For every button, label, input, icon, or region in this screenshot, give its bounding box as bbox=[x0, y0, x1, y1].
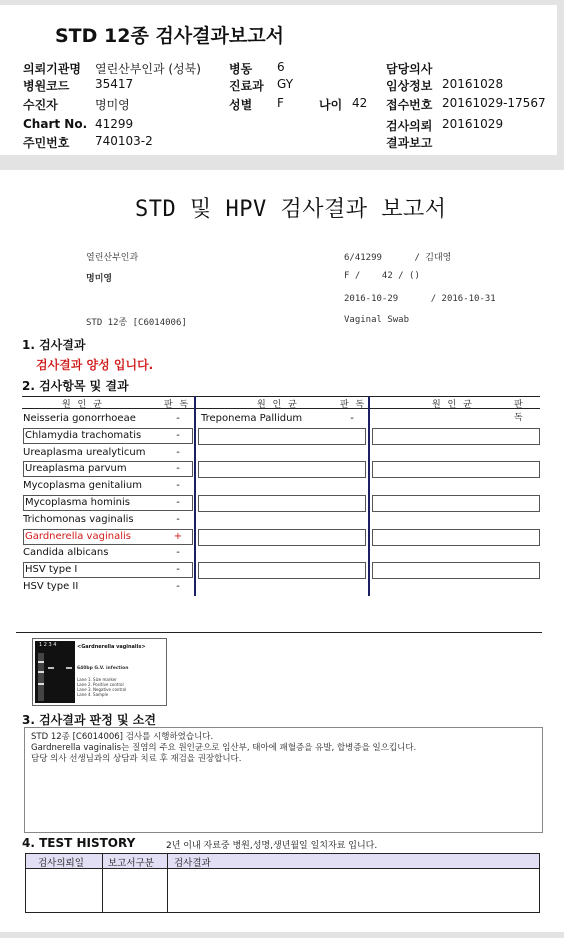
id-value: 740103-2 bbox=[95, 134, 153, 148]
divider-line bbox=[16, 632, 542, 633]
pathogen-verdict: - bbox=[176, 564, 180, 576]
gel-band bbox=[48, 667, 54, 669]
pathogen-verdict: - bbox=[176, 463, 180, 475]
pathogen-row: Ureaplasma parvum bbox=[23, 461, 193, 477]
section-findings: 3. 검사결과 판정 및 소견 bbox=[22, 713, 156, 727]
pathogen-row: Mycoplasma hominis bbox=[23, 495, 193, 511]
history-col-date: 검사의뢰일 bbox=[38, 858, 84, 869]
col-pathogen-1: 원 인 균 bbox=[62, 400, 104, 410]
sex-value: F bbox=[277, 96, 284, 110]
findings-box bbox=[24, 727, 543, 833]
report-label: 결과보고 bbox=[386, 136, 433, 150]
gel-band bbox=[38, 671, 44, 673]
history-col-type: 보고서구분 bbox=[108, 858, 154, 869]
ward-value: 6 bbox=[277, 60, 285, 74]
doctor-label: 담당의사 bbox=[386, 62, 433, 76]
pathogen-verdict: - bbox=[176, 547, 180, 559]
gel-legend-line: Lane 1. Size marker bbox=[77, 677, 117, 682]
empty-result-box bbox=[372, 495, 540, 512]
col2-item-name: Treponema Pallidum bbox=[201, 413, 303, 424]
pathogen-verdict: - bbox=[176, 446, 180, 458]
clinical-label: 임상정보 bbox=[386, 79, 433, 93]
gel-legend-line: Lane 2. Positive control bbox=[77, 682, 124, 687]
gel-band-label: 640bp G.V. infection bbox=[77, 666, 129, 671]
findings-line: 담당 의사 선생님과의 상담과 치료 후 재검을 권장합니다. bbox=[31, 754, 242, 764]
section-result: 1. 검사결과 bbox=[22, 338, 86, 352]
patient-value: 명미영 bbox=[95, 98, 130, 112]
empty-result-box bbox=[372, 461, 540, 478]
test-code: STD 12종 [C6014006] bbox=[86, 318, 187, 328]
gel-legend-line: Lane 3. Negative control bbox=[77, 687, 127, 692]
empty-result-box bbox=[372, 529, 540, 546]
section-items: 2. 검사항목 및 결과 bbox=[22, 379, 129, 393]
empty-result-box bbox=[198, 562, 366, 579]
gel-lanes bbox=[35, 641, 75, 703]
history-col-divider bbox=[102, 854, 103, 912]
report-title: STD 및 HPV 검사결과 보고서 bbox=[135, 197, 447, 222]
history-note: 2년 이내 자료중 병원,성명,생년월일 일치자료 입니다. bbox=[166, 841, 378, 851]
empty-result-box bbox=[198, 461, 366, 478]
col2-item-mark: - bbox=[350, 413, 354, 424]
empty-result-box bbox=[198, 428, 366, 445]
pathogen-verdict: - bbox=[176, 480, 180, 492]
col-pathogen-3: 원 인 균 bbox=[432, 400, 474, 410]
dept-value: GY bbox=[277, 77, 294, 91]
column-divider-1 bbox=[194, 396, 196, 596]
gel-legend bbox=[77, 677, 126, 697]
col-verdict-1: 판 독 bbox=[164, 400, 191, 410]
gel-band bbox=[38, 683, 44, 685]
id-label: 주민번호 bbox=[23, 136, 70, 150]
pathogen-row: Trichomonas vaginalis bbox=[23, 513, 134, 525]
history-col-divider bbox=[167, 854, 168, 912]
history-col-result: 검사결과 bbox=[174, 858, 211, 869]
col-pathogen-2: 원 인 균 bbox=[257, 400, 299, 410]
pathogen-row: HSV type II bbox=[23, 581, 79, 592]
pathogen-row: Candida albicans bbox=[23, 547, 109, 559]
request-label: 검사의뢰 bbox=[386, 119, 433, 133]
pathogen-row: Neisseria gonorrhoeae bbox=[23, 413, 136, 424]
pathogen-verdict: + bbox=[173, 530, 183, 542]
pathogen-verdict: - bbox=[176, 581, 180, 592]
empty-result-box bbox=[198, 495, 366, 512]
report-document bbox=[0, 170, 564, 932]
pathogen-verdict: - bbox=[176, 513, 180, 525]
sex-age: F / 42 / () bbox=[344, 271, 420, 281]
gel-band bbox=[66, 667, 72, 669]
gel-band bbox=[38, 661, 44, 663]
gel-title: <Gardnerella vaginalis> bbox=[77, 644, 146, 650]
pathogen-row: HSV type I bbox=[23, 562, 193, 578]
request-value: 20161029 bbox=[442, 117, 504, 131]
hospital-label: 의뢰기관명 bbox=[23, 62, 81, 76]
empty-result-box bbox=[198, 529, 366, 546]
result-text: 검사결과 양성 입니다. bbox=[36, 358, 154, 372]
receipt-label: 접수번호 bbox=[386, 98, 433, 112]
age-value: 42 bbox=[352, 96, 368, 110]
code-label: 병원코드 bbox=[23, 79, 70, 93]
pathogen-row: Gardnerella vaginalis bbox=[23, 529, 193, 545]
history-table bbox=[25, 853, 540, 913]
gel-electrophoresis-image bbox=[32, 638, 167, 706]
clinic-name: 열린산부인과 bbox=[86, 253, 139, 263]
code-value: 35417 bbox=[95, 77, 134, 91]
gel-legend-line: Lane 4. Sample bbox=[77, 692, 109, 697]
clinical-value: 20161028 bbox=[442, 77, 504, 91]
chart-value: 41299 bbox=[95, 117, 134, 131]
findings-line: STD 12종 [C6014006] 검사를 시행하였습니다. bbox=[31, 732, 214, 742]
dept-label: 진료과 bbox=[229, 79, 264, 93]
patient-name: 명미영 bbox=[86, 274, 113, 284]
pathogen-verdict: - bbox=[176, 413, 180, 424]
dates: 2016-10-29 / 2016-10-31 bbox=[344, 294, 496, 304]
empty-result-box bbox=[372, 562, 540, 579]
receipt-value: 20161029-17567 bbox=[442, 96, 546, 110]
summary-panel bbox=[0, 5, 557, 155]
pathogen-verdict: - bbox=[176, 429, 180, 441]
empty-result-box bbox=[372, 428, 540, 445]
col-verdict-3: 판 독 bbox=[514, 400, 525, 423]
chart-doctor: 6/41299 / 김대영 bbox=[344, 253, 452, 263]
patient-label: 수진자 bbox=[23, 98, 58, 112]
sex-label: 성별 bbox=[229, 98, 253, 112]
section-history: 4. TEST HISTORY bbox=[22, 836, 136, 850]
chart-label: Chart No. bbox=[23, 117, 88, 131]
pathogen-row: Ureaplasma urealyticum bbox=[23, 446, 146, 458]
pathogen-verdict: - bbox=[176, 497, 180, 508]
ward-label: 병동 bbox=[229, 62, 253, 76]
pathogen-row: Mycoplasma genitalium bbox=[23, 480, 142, 492]
specimen: Vaginal Swab bbox=[344, 315, 410, 325]
pathogen-row: Chlamydia trachomatis bbox=[23, 428, 193, 444]
summary-title: STD 12종 검사결과보고서 bbox=[55, 25, 284, 47]
findings-line: Gardnerella vaginalis는 질염의 주요 원인균으로 임산부, 태아에 패혈증을 유발, 합병증을 일으킵니다. bbox=[31, 743, 417, 753]
gel-lane-numbers: 1 2 3 4 bbox=[39, 642, 57, 648]
col-verdict-2: 판 독 bbox=[340, 400, 367, 410]
hospital-value: 열린산부인과 (성북) bbox=[95, 62, 201, 76]
age-label: 나이 bbox=[319, 98, 343, 112]
column-divider-2 bbox=[368, 396, 370, 596]
